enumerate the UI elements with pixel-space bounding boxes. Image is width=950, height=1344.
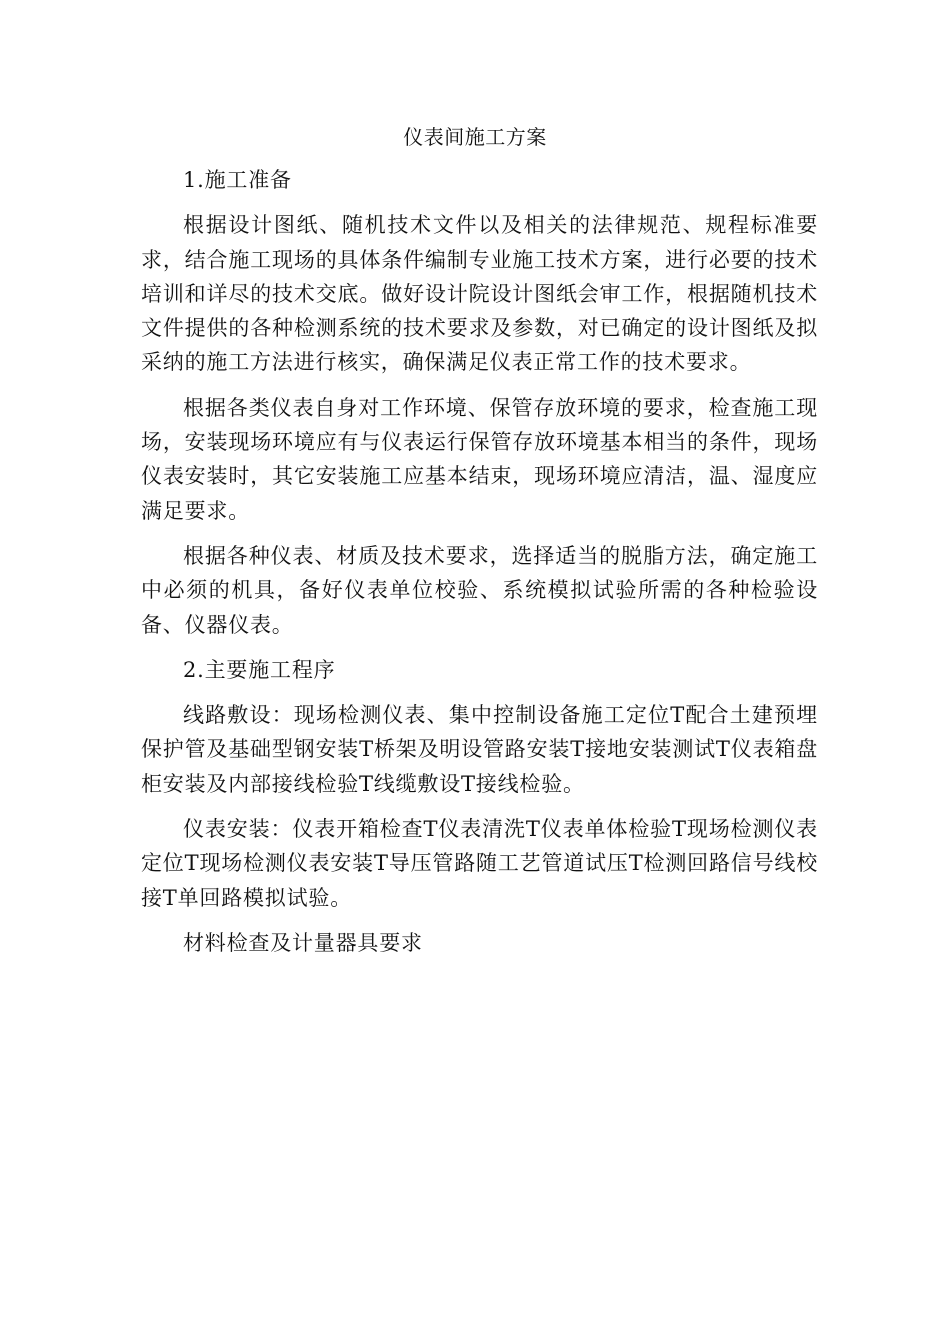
paragraph-instrument-install: 仪表安装：仪表开箱检查T仪表清洗T仪表单体检验T现场检测仪表定位T现场检测仪表安装T导压管路随工艺管道试压T检测回路信号线校接T单回路模拟试验。 — [141, 817, 818, 910]
paragraph-degreasing-tools: 根据各种仪表、材质及技术要求，选择适当的脱脂方法，确定施工中必须的机具，备好仪表单位校验、系统模拟试验所需的各种检验设备、仪器仪表。 — [141, 543, 818, 637]
document-title: 仪表间施工方案 — [403, 125, 547, 149]
document-body — [141, 163, 818, 960]
paragraph-line-laying: 线路敷设：现场检测仪表、集中控制设备施工定位T配合土建预埋保护管及基础型钢安装T桥架及明设管路安装T接地安装测试T仪表箱盘柜安装及内部接线检验T线缆敷设T接线检验。 — [141, 703, 818, 796]
paragraph-environment-check: 根据各类仪表自身对工作环境、保管存放环境的要求，检查施工现场，安装现场环境应有与仪表运行保管存放环境基本相当的条件，现场仪表安装时，其它安装施工应基本结束，现场环境应清洁，温、湿度应满足要求。 — [141, 395, 818, 523]
paragraph-design-review: 根据设计图纸、随机技术文件以及相关的法律规范、规程标准要求，结合施工现场的具体条件编制专业施工技术方案，进行必要的技术培训和详尽的技术交底。做好设计院设计图纸会审工作，根据随机技术文件提供的各种检测系统的技术要求及参数，对已确定的设计图纸及拟采纳的施工方法进行核实，确保满足仪表正常工作的技术要求。 — [141, 213, 818, 375]
paragraph-material-check: 材料检查及计量器具要求 — [183, 930, 423, 955]
section-heading-preparation: 1.施工准备 — [183, 168, 292, 192]
section-heading-procedure: 2.主要施工程序 — [183, 657, 336, 682]
